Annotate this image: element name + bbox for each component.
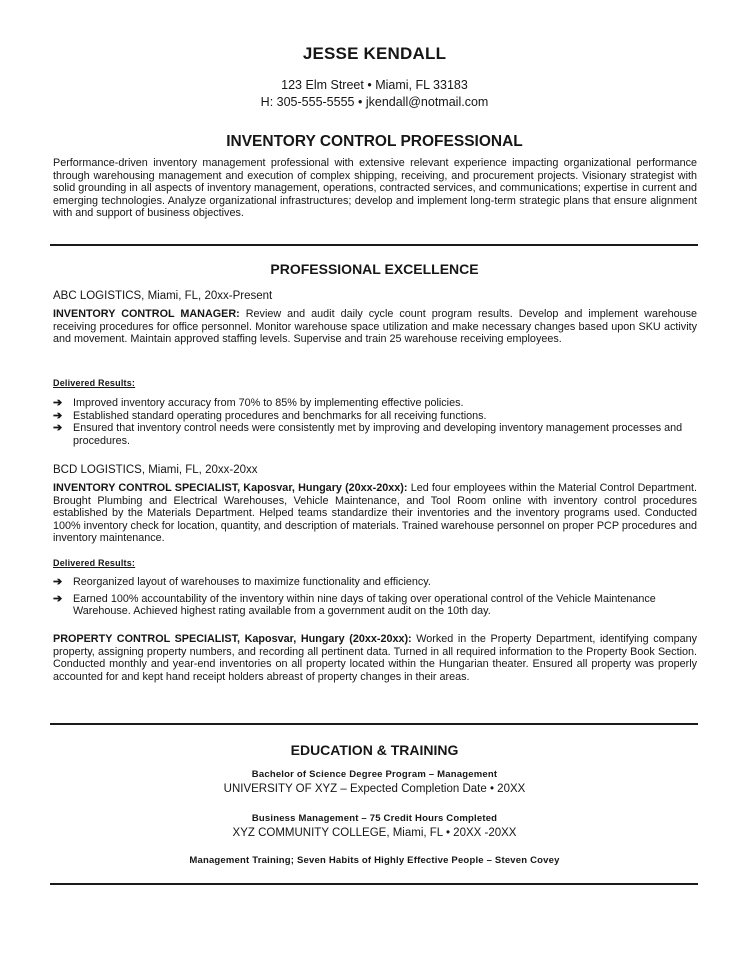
arrow-right-icon: ➔ xyxy=(53,576,63,588)
school-line: XYZ COMMUNITY COLLEGE, Miami, FL • 20XX -20XX xyxy=(232,827,517,839)
job-description-text: Review and audit daily cycle count program results. Develop and implement warehouse receiving procedures for office personnel. Monitor warehouse space utilization and make necessary changes based upon SKU activity and movement. Maintain approved staffing levels. Supervise and train 25 warehouse receiving employees. xyxy=(53,308,697,345)
phone: H: 305-555-5555 xyxy=(260,95,355,109)
job-company: BCD LOGISTICS, Miami, FL, 20xx-20xx xyxy=(53,464,258,476)
experience-title: PROFESSIONAL EXCELLENCE xyxy=(270,261,479,277)
arrow-right-icon: ➔ xyxy=(53,592,63,605)
job-description xyxy=(53,482,697,545)
results-list xyxy=(53,576,697,618)
results-label: Delivered Results: xyxy=(53,558,136,568)
candidate-name: JESSE KENDALL xyxy=(302,44,447,63)
results-label: Delivered Results: xyxy=(53,378,136,388)
list-item: ➔ Improved inventory accuracy from 70% to 85% by implementing effective policies. xyxy=(53,397,464,409)
arrow-right-icon: ➔ xyxy=(53,422,63,434)
degree-title: Business Management – 75 Credit Hours Completed xyxy=(251,813,498,824)
education-entry xyxy=(0,854,749,868)
job-description xyxy=(53,308,697,346)
job-title: PROPERTY CONTROL SPECIALIST, Kaposvar, Hungary (20xx-20xx): xyxy=(53,633,412,645)
results-list xyxy=(53,397,697,447)
school-line: UNIVERSITY OF XYZ – Expected Completion Date • 20XX xyxy=(223,783,526,795)
job-description-text: Led four employees within the Material Control Department. Brought Plumbing and Electrical Warehouses, Vehicle Maintenance, and Tool Room online with inventory control procedures established by the Materials Department. Helped teams standardize their inventories and the inventory programs used. Conducted 100% inventory check for location, quantity, and description of materials. Trained warehouse personnel on proper PCP procedures and inventory maintenance. xyxy=(53,482,697,544)
results-heading xyxy=(53,557,697,570)
street: 123 Elm Street xyxy=(281,78,364,92)
arrow-right-icon: ➔ xyxy=(53,409,63,422)
education-entry xyxy=(0,812,749,840)
results-heading xyxy=(53,377,697,390)
list-item: ➔ Earned 100% accountability of the inventory within nine days of taking over operational control of the Vehicle Maintenance Warehouse. Achieved highest rating available from a government audit on the 10th day. xyxy=(53,592,656,617)
address-line xyxy=(0,78,749,92)
contact-line xyxy=(0,95,749,109)
job-company: ABC LOGISTICS, Miami, FL, 20xx-Present xyxy=(53,290,273,302)
education-title: EDUCATION & TRAINING xyxy=(290,742,459,758)
job-title: INVENTORY CONTROL SPECIALIST, Kaposvar, Hungary (20xx-20xx): xyxy=(53,482,408,494)
separator-dot: • xyxy=(367,78,376,92)
job-description xyxy=(53,633,697,683)
summary-text: Performance-driven inventory management professional with extensive relevant experience impacting organizational performance through warehousing management and execution of complex shipping, receiving, and procurement projects. Visionary strategist with solid grounding in all aspects of inventory management, operations, contracted services, and communications; expertise in current and emerging technologies. Analyze organizational infrastructures; develop and implement long-term strategic plans that ensure alignment with and support of business objectives. xyxy=(53,157,697,219)
divider xyxy=(50,723,698,725)
divider xyxy=(50,883,698,885)
separator-dot: • xyxy=(357,95,366,109)
list-item: ➔ Reorganized layout of warehouses to maximize functionality and efficiency. xyxy=(53,576,431,588)
education-entry xyxy=(0,768,749,796)
summary-title: INVENTORY CONTROL PROFESSIONAL xyxy=(226,133,523,150)
arrow-right-icon: ➔ xyxy=(53,397,63,409)
city: Miami, FL 33183 xyxy=(375,78,468,92)
list-item: ➔ Ensured that inventory control needs were consistently met by improving and developing inventory management processes and procedures. xyxy=(53,422,683,447)
degree-title: Bachelor of Science Degree Program – Management xyxy=(251,769,498,780)
job-description-text: Worked in the Property Department, identifying company property, assigning property numbers, and recording all pertinent data. Turned in all required information to the Property Book Section. Conducted monthly and year-end inventories on all property located within the Hungarian theater. Ensured all property was properly accounted for and kept hand receipt holders abreast of property changes in their areas. xyxy=(53,633,698,683)
training-title: Management Training; Seven Habits of Highly Effective People – Steven Covey xyxy=(189,855,560,866)
divider xyxy=(50,244,698,246)
email: jkendall@notmail.com xyxy=(365,95,489,109)
list-item: ➔ Established standard operating procedures and benchmarks for all receiving functions. xyxy=(53,409,487,422)
job-title: INVENTORY CONTROL MANAGER: xyxy=(53,308,240,320)
